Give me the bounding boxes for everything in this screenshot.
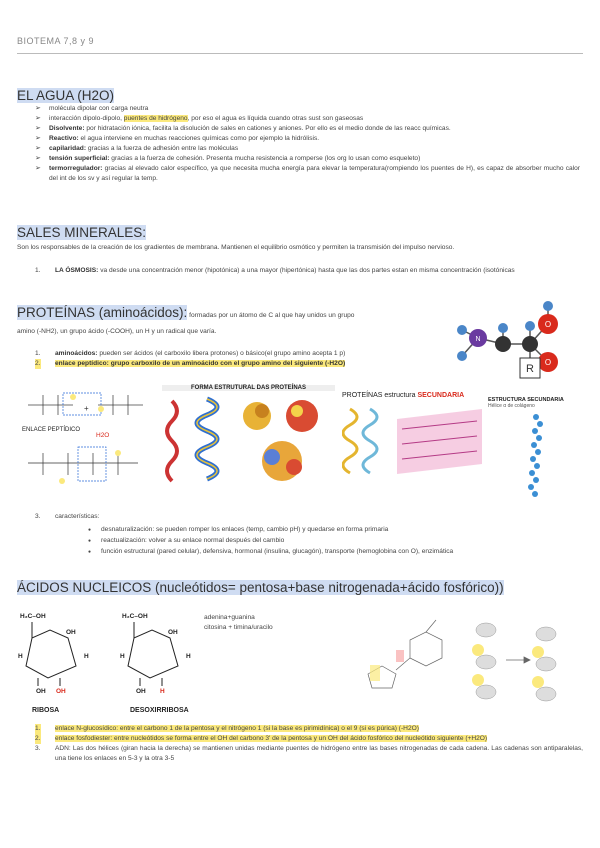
list-item: 1. LA ÓSMOSIS: va desde una concentración menor (hipotónica) a una mayor (hipertónica) hasta que las dos partes estan en misma concentración (isotónicas xyxy=(35,267,515,274)
carbon-atom xyxy=(522,336,538,352)
proteinas-intro: PROTEÍNAS (aminoácidos): formadas por un átomo de C al que hay unidos un grupo amino (-NH2), un grupo ácido (-COOH), un H y un radical que varía. xyxy=(17,305,355,335)
list-item: ➢ tensión superficial: gracias a la fuerza de cohesión. Presenta mucha resistencia a romperse (los org lo usan como esqueleto) xyxy=(35,154,580,164)
svg-text:OH: OH xyxy=(66,629,76,636)
hydrogen-atom xyxy=(498,323,508,333)
water-label: H2O xyxy=(96,432,110,439)
svg-text:H: H xyxy=(120,653,125,660)
secondary-structure-figure: PROTEÍNAS estructura SECUNDARIA xyxy=(342,392,484,497)
svg-text:H₂C–OH: H₂C–OH xyxy=(122,613,148,620)
caracteristicas-list xyxy=(88,524,588,557)
acidos-list xyxy=(35,724,583,764)
svg-text:H: H xyxy=(18,653,23,660)
list-item: 3. características: xyxy=(35,513,100,520)
hydrogen-atom xyxy=(525,321,535,331)
bases-text: adenina+guanina citosina + timina/uracilo xyxy=(204,614,273,631)
nitrogen-label: N xyxy=(475,336,481,343)
sales-paragraph: Son los responsables de la creación de los gradientes de membrana. Mantienen el equilibrio osmótico y permiten la transmisión del impulso nervioso. xyxy=(17,244,455,251)
svg-text:OH: OH xyxy=(136,688,146,695)
svg-text:OH: OH xyxy=(36,688,46,695)
pentose-sugars-figure xyxy=(18,608,198,718)
list-item: ➢ termorregulador: gracias al elevado calor específico, ya que necesita mucha energía para elevar la temperatura(rompiendo los puentes de H), es capaz de absorber mucho calor del int de los sv y así regular la temp. xyxy=(35,164,580,184)
aminoacid-structure-figure xyxy=(448,294,588,380)
list-item: 2. enlace fosfodiester: entre nucleótidos se forma entre el OH del carbono 3' de la pentosa y un OH del ácido fosfórico del nucleótido siguiente (+H2O) xyxy=(35,735,488,742)
section-title-sales: SALES MINERALES: xyxy=(17,225,147,240)
svg-text:H: H xyxy=(186,653,191,660)
desoxirribosa-label: DESOXIRRIBOSA xyxy=(130,707,189,714)
sales-list xyxy=(35,266,583,276)
list-item: ➢ capilaridad: gracias a la fuerza de adhesión entre las moléculas xyxy=(35,144,580,154)
collagen-helix-figure: ESTRUCTURA SECUNDARIA Hélice α de colágeno xyxy=(488,397,584,509)
collagen-helix-graphic xyxy=(488,409,584,509)
svg-text:OH: OH xyxy=(56,688,66,695)
list-item: 2. enlace peptídico: grupo carboxilo de un aminoácido con el grupo amino del siguiente (-H2O) xyxy=(35,360,346,367)
agua-list xyxy=(35,104,580,184)
list-item: ➢ Reactivo: el agua interviene en muchas reacciones químicas como por ejemplo la hidrólisis. xyxy=(35,134,580,144)
list-item: ● función estructural (pared celular), defensiva, hormonal (insulina, glucagón), transporte (hemoglobina con O), enzimática xyxy=(88,546,588,557)
list-item: 1. enlace N-glucosídico: entre el carbono 1 de la pentosa y el nitrógeno 1 (si la base es pirimidínica) o el 9 (si es púrica) (-H2O) xyxy=(35,725,419,732)
hydrogen-atom xyxy=(457,351,467,361)
list-item: ● reactualización: volver a su enlace normal después del cambio xyxy=(88,535,588,546)
hydrogen-atom xyxy=(543,301,553,311)
list-item: 3. ADN: Las dos hélices (giran hacia la derecha) se mantienen unidas mediante puentes de hidrógeno entre las bases nitrogenadas de cada cadena. Las cadenas son antiparalelas, una tiene los enlaces en 5-3 y la otra 3-5 xyxy=(35,745,583,762)
protein-structures-figure: FORMA ESTRUTURAL DAS PROTEÍNAS xyxy=(162,385,335,497)
proteinas-list-3 xyxy=(35,512,335,522)
ribosa-label: RIBOSA xyxy=(32,707,60,714)
oxygen-label: O xyxy=(544,320,552,329)
radical-label: R xyxy=(526,363,534,375)
document-header: BIOTEMA 7,8 y 9 xyxy=(17,36,95,46)
protein-structures-graphic xyxy=(162,391,335,491)
list-item: ● desnaturalización: se pueden romper los enlaces (temp, cambio pH) y quedarse en forma primaria xyxy=(88,524,588,535)
list-item: ➢ interacción dipolo-dipolo, puentes de hidrógeno, por eso el agua es líquida cuando otras sust son gaseosas xyxy=(35,114,580,124)
list-item: ➢ molécula dipolar con carga neutra xyxy=(35,104,580,114)
enlace-peptidico-label: ENLACE PEPTÍDICO xyxy=(22,427,81,433)
peptide-bond-figure xyxy=(18,385,158,497)
hydrogen-atom xyxy=(457,325,467,335)
svg-text:H: H xyxy=(84,653,89,660)
svg-text:H: H xyxy=(160,688,165,695)
highlight-puentes: puentes de hidrógeno xyxy=(123,115,188,122)
proteinas-list xyxy=(35,349,455,369)
section-title-proteinas: PROTEÍNAS (aminoácidos): xyxy=(17,305,188,320)
svg-text:H₂C–OH: H₂C–OH xyxy=(20,613,46,620)
svg-text:OH: OH xyxy=(168,629,178,636)
phosphodiester-figure xyxy=(462,610,584,706)
oxygen-label: O xyxy=(544,358,552,367)
header-rule xyxy=(17,53,583,54)
nucleotide-bond-figure xyxy=(348,610,458,702)
secondary-structure-graphic xyxy=(342,399,484,489)
svg-text:+: + xyxy=(84,404,89,413)
section-title-agua: EL AGUA (H2O) xyxy=(17,88,115,103)
list-item: ➢ Disolvente: por hidratación iónica, facilita la disolución de sales en cationes y aniones. Por ello es el medio donde de las reacc químicas. xyxy=(35,124,580,134)
section-title-acidos: ÁCIDOS NUCLEICOS (nucleótidos= pentosa+base nitrogenada+ácido fosfórico)) xyxy=(17,580,504,595)
carbon-atom xyxy=(495,336,511,352)
list-item: 1. aminoácidos: pueden ser ácidos (el carboxilo libera protones) o básico(el grupo amino acepta 1 p) xyxy=(35,350,346,357)
